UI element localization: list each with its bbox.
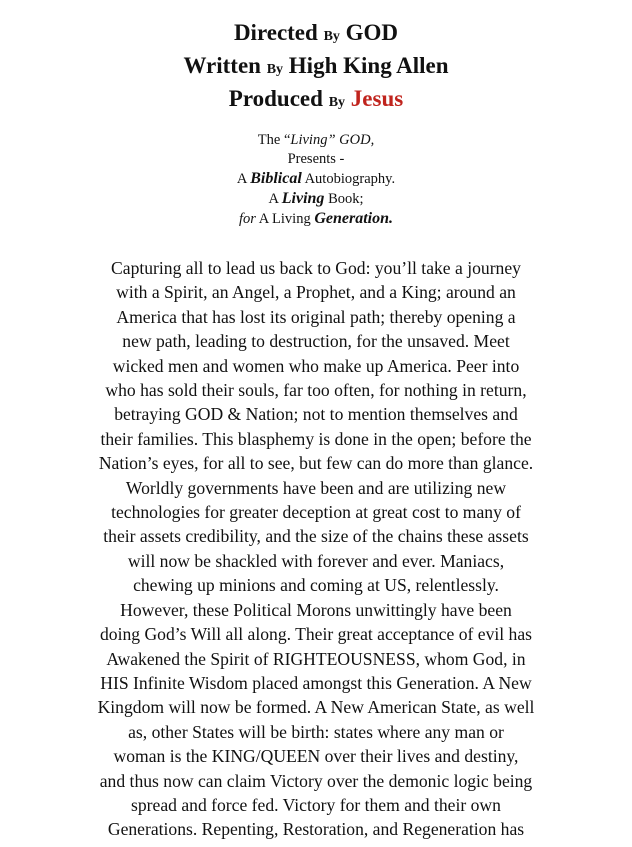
presents-line-3: A Biblical Autobiography. [236, 170, 396, 187]
paragraph-line: Capturing all to lead us back to God: you’ll take a journey [111, 258, 521, 278]
paragraph-line: with a Spirit, an Angel, a Prophet, and a King; around an [116, 282, 516, 303]
credit-written: Written By High King Allen [183, 53, 449, 78]
paragraph-line: will now be shackled with forever and ever. Maniacs, [127, 550, 505, 571]
producer-name: Jesus [350, 86, 404, 111]
credit-directed: Directed By GOD [233, 20, 399, 45]
paragraph-line: who has sold their souls, far too often, for nothing in return, [105, 380, 527, 401]
presents-line-2: Presents - [287, 151, 345, 167]
paragraph-line: Generations. Repenting, Restoration, and Regeneration has [107, 819, 525, 840]
paragraph-line: Awakened the Spirit of RIGHTEOUSNESS, whom God, in [106, 648, 526, 669]
paragraph-line: spread and force fed. Victory for them and their own [131, 794, 501, 815]
credit-produced: Produced By Jesus [228, 86, 404, 111]
paragraph-line: Kingdom will now be formed. A New American State, as well [97, 697, 535, 718]
paragraph-line: betraying GOD & Nation; not to mention themselves and [114, 404, 518, 425]
paragraph-line: Worldly governments have been and are utilizing new [125, 477, 507, 498]
paragraph-line: woman is the KING/QUEEN over their lives and destiny, [113, 746, 519, 767]
presents-line-4: A Living Book; [268, 190, 364, 207]
paragraph-line: HIS Infinite Wisdom placed amongst this Generation. A New [100, 672, 532, 693]
presents-line-1: The “Living” GOD, [257, 132, 375, 148]
synopsis-paragraph [40, 256, 592, 842]
paragraph-line: new path, leading to destruction, for the unsaved. Meet [122, 331, 510, 352]
paragraph-line: their families. This blasphemy is done in the open; before the [100, 428, 532, 449]
paragraph-line: as, other States will be birth: states where any man or [128, 721, 504, 742]
paragraph-line: their assets credibility, and the size of the chains these assets [103, 526, 529, 547]
paragraph-line: technologies for greater deception at great cost to many of [111, 502, 521, 523]
paragraph-line: doing God’s Will all along. Their great acceptance of evil has [100, 624, 532, 645]
paragraph-line: wicked men and women who make up America. Peer into [112, 355, 520, 376]
paragraph-line: However, these Political Morons unwittingly have been [120, 599, 512, 620]
paragraph-line: America that has lost its original path; thereby opening a [116, 306, 516, 327]
credits-block [0, 18, 632, 117]
paragraph-line: Nation’s eyes, for all to see, but few can do more than glance. [98, 453, 534, 474]
presents-block [0, 131, 632, 229]
paragraph-line: and thus now can claim Victory over the demonic logic being [99, 770, 533, 791]
presents-line-5: for A Living Generation. [238, 210, 393, 227]
paragraph-line: chewing up minions and coming at US, relentlessly. [133, 575, 499, 596]
